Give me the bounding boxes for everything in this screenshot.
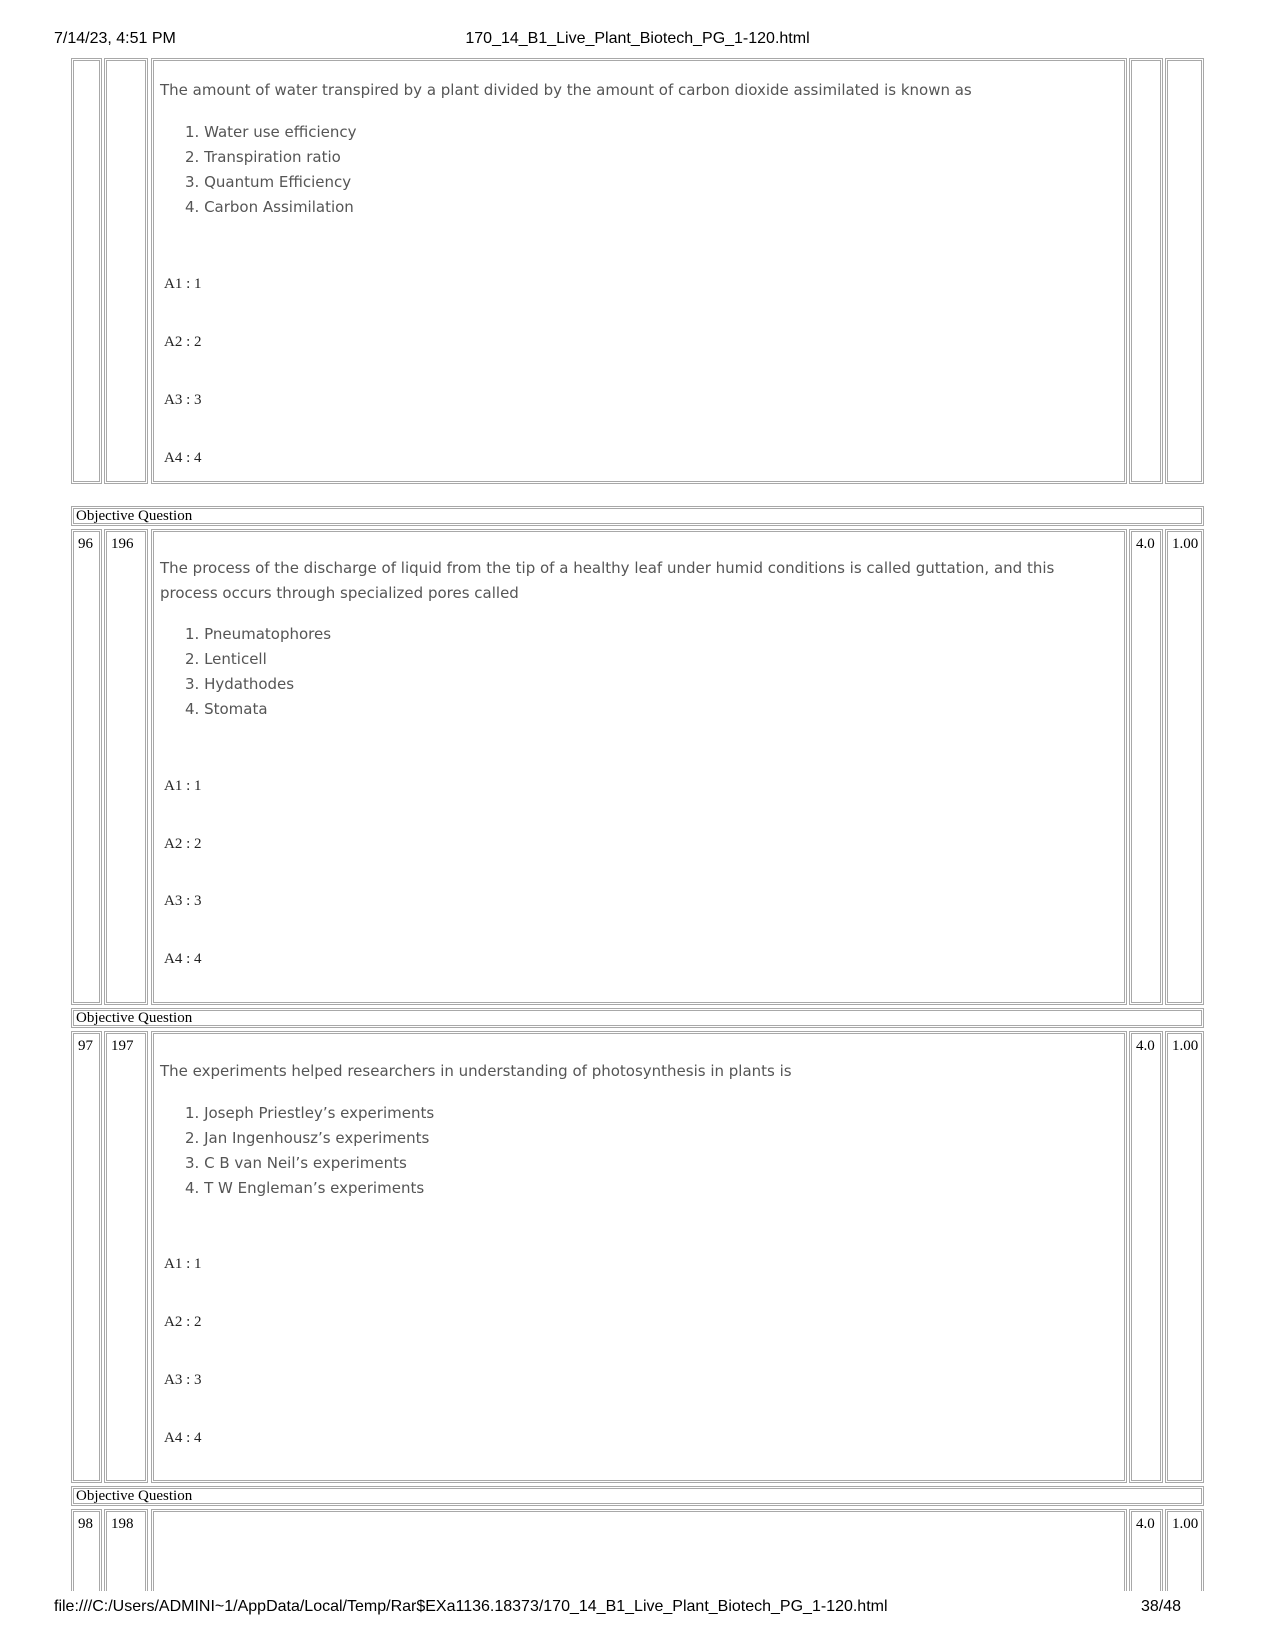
option-item: 2. Jan Ingenhousz’s experiments (185, 1129, 430, 1147)
marks-value: 4.0 (1136, 1516, 1155, 1532)
option-item: 4. Carbon Assimilation (185, 198, 354, 216)
q96-negative-cell (1165, 529, 1204, 1005)
q97-question-text: The experiments helped researchers in understanding of photosynthesis in plants is (160, 1062, 792, 1080)
option-item: 1. Water use efficiency (185, 123, 357, 141)
q95-answer-4: A4 : 4 (164, 450, 202, 466)
q97-options (185, 1101, 434, 1201)
q96-options (185, 622, 331, 722)
option-item: 3. Hydathodes (185, 675, 295, 693)
question-type-row (71, 1008, 1204, 1028)
q95-answer-1: A1 : 1 (164, 276, 202, 292)
q95-negative-cell (1165, 58, 1204, 484)
question-type-row (71, 1486, 1204, 1506)
q97-answer-3: A3 : 3 (164, 1372, 202, 1388)
q96-qno-cell (104, 529, 148, 1005)
q95-qno-cell (104, 58, 148, 484)
option-item: 3. C B van Neil’s experiments (185, 1154, 407, 1172)
question-type-row (71, 506, 1204, 526)
q98-qno-cell (104, 1509, 148, 1591)
q95-answer-3: A3 : 3 (164, 392, 202, 408)
q95-sno-cell (71, 58, 102, 484)
q96-sno-cell (71, 529, 102, 1005)
q96-answer-1: A1 : 1 (164, 778, 202, 794)
q95-answer-2: A2 : 2 (164, 334, 202, 350)
negative-marks-value: 1.00 (1172, 536, 1199, 552)
q95-options (185, 120, 357, 220)
q96-answer-4: A4 : 4 (164, 951, 202, 967)
option-item: 4. Stomata (185, 700, 268, 718)
q96-answer-3: A3 : 3 (164, 893, 202, 909)
print-datetime: 7/14/23, 4:51 PM (54, 30, 176, 47)
q97-answer-2: A2 : 2 (164, 1314, 202, 1330)
print-page-number: 38/48 (1140, 1598, 1181, 1615)
q97-answer-4: A4 : 4 (164, 1430, 202, 1446)
q98-negative-cell (1165, 1509, 1204, 1591)
negative-marks-value: 1.00 (1172, 1038, 1199, 1054)
q97-qno-cell (104, 1031, 148, 1483)
question-number: 198 (111, 1516, 134, 1532)
q97-sno-cell (71, 1031, 102, 1483)
question-type-label: Objective Question (76, 1488, 193, 1504)
q98-content-cell (151, 1509, 1127, 1591)
q96-marks-cell (1129, 529, 1163, 1005)
question-type-label: Objective Question (76, 1010, 193, 1026)
question-type-label: Objective Question (76, 508, 193, 524)
serial-number: 97 (78, 1038, 93, 1054)
q95-question-text: The amount of water transpired by a plant divided by the amount of carbon dioxide assimilated is known as (160, 81, 972, 99)
q96-answer-2: A2 : 2 (164, 836, 202, 852)
question-number: 196 (111, 536, 134, 552)
q98-sno-cell (71, 1509, 102, 1591)
option-item: 1. Pneumatophores (185, 625, 332, 643)
print-file-path: file:///C:/Users/ADMINI~1/AppData/Local/Temp/Rar$EXa1136.18373/170_14_B1_Live_Plant_Biotech_PG_1-120.html (54, 1598, 888, 1615)
option-item: 2. Lenticell (185, 650, 267, 668)
option-item: 2. Transpiration ratio (185, 148, 341, 166)
q97-content-cell (151, 1031, 1127, 1483)
q97-negative-cell (1165, 1031, 1204, 1483)
q98-marks-cell (1129, 1509, 1163, 1591)
q97-marks-cell (1129, 1031, 1163, 1483)
q97-answer-1: A1 : 1 (164, 1256, 202, 1272)
marks-value: 4.0 (1136, 536, 1155, 552)
option-item: 1. Joseph Priestley’s experiments (185, 1104, 435, 1122)
question-number: 197 (111, 1038, 134, 1054)
q96-question-text: The process of the discharge of liquid from the tip of a healthy leaf under humid conditions is called guttation, and this process occurs through specialized pores called (160, 559, 1055, 602)
q95-marks-cell (1129, 58, 1163, 484)
marks-value: 4.0 (1136, 1038, 1155, 1054)
negative-marks-value: 1.00 (1172, 1516, 1199, 1532)
option-item: 3. Quantum Efficiency (185, 173, 352, 191)
serial-number: 96 (78, 536, 93, 552)
serial-number: 98 (78, 1516, 93, 1532)
print-document-title: 170_14_B1_Live_Plant_Biotech_PG_1-120.html (465, 30, 810, 47)
option-item: 4. T W Engleman’s experiments (185, 1179, 425, 1197)
